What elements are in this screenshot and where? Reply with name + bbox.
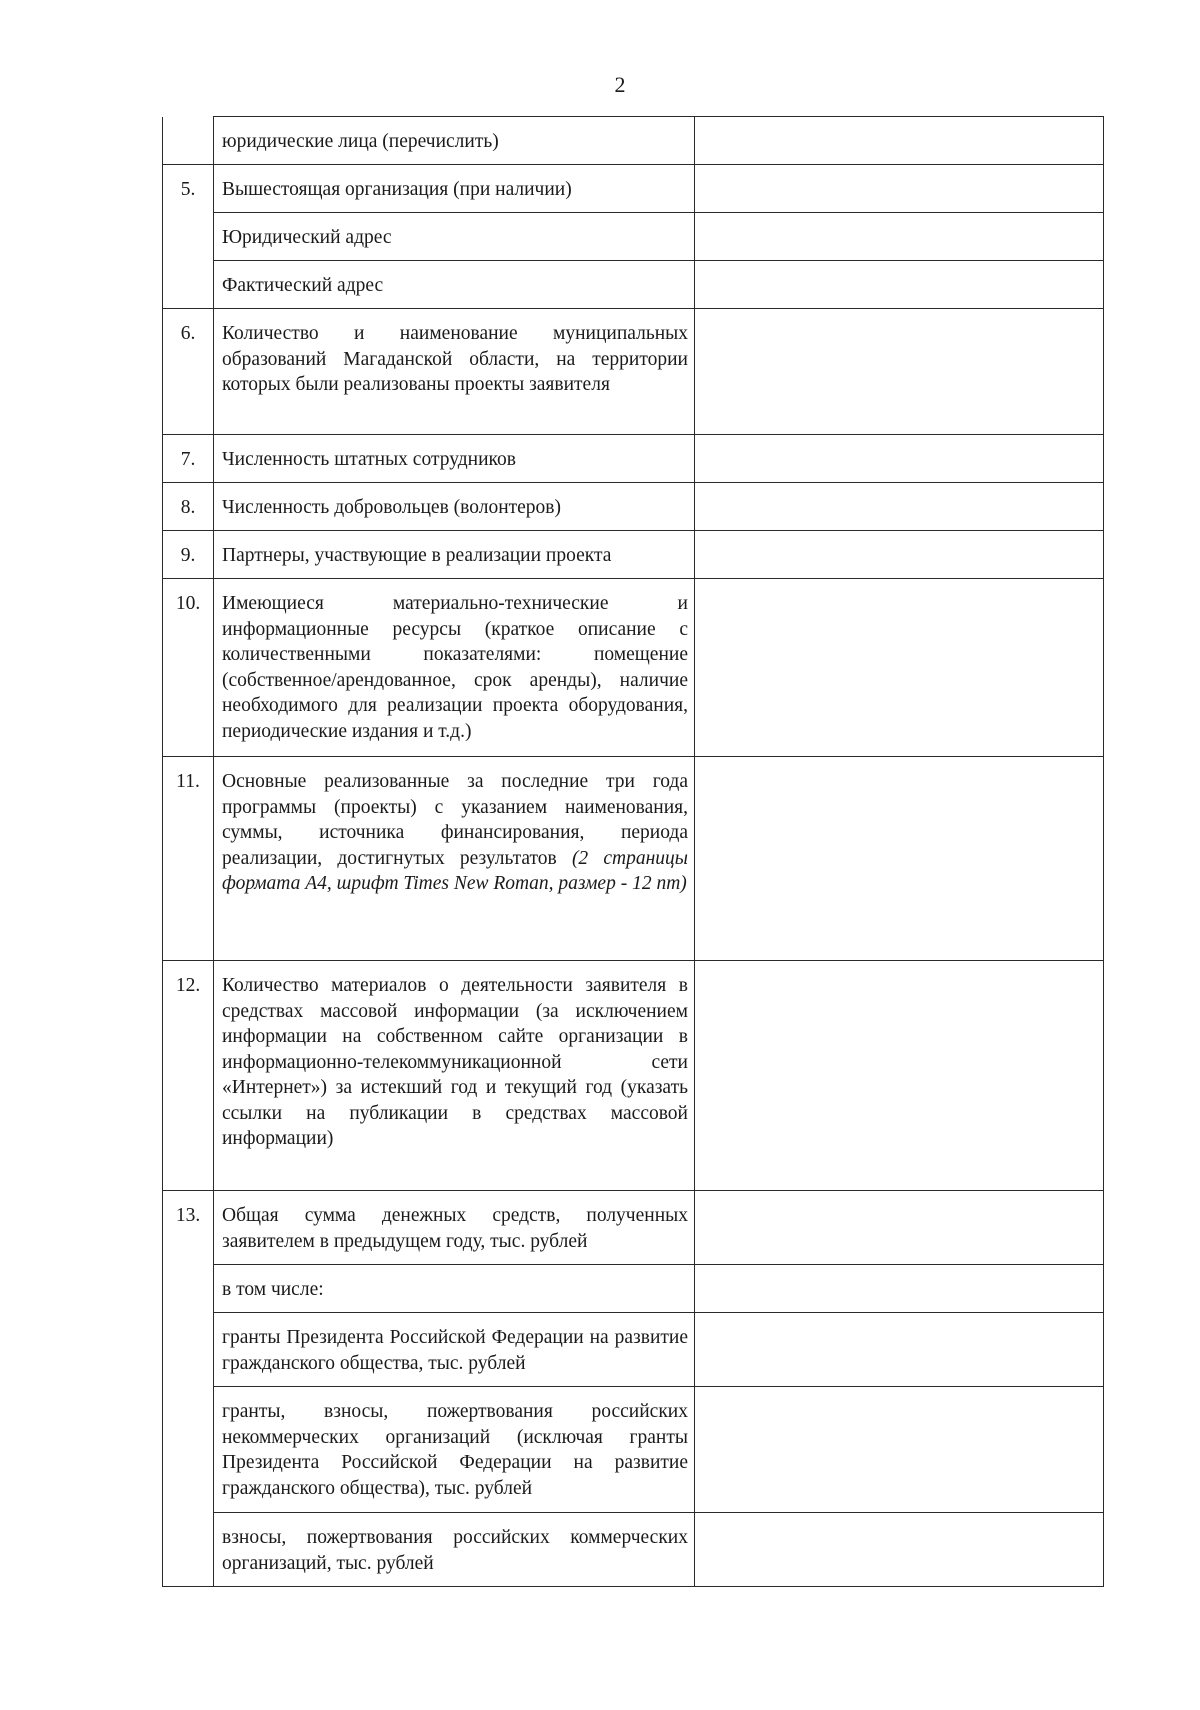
value-cell[interactable]	[695, 1265, 1104, 1313]
row-description: Общая сумма денежных средств, полученных заявителем в предыдущем году, тыс. рублей	[214, 1191, 695, 1265]
table-row	[163, 757, 1104, 961]
value-cell[interactable]	[695, 1513, 1104, 1587]
table-row	[163, 213, 1104, 261]
row-description: Количество материалов о деятельности заявителя в средствах массовой информации (за исключением информации на собственном сайте организации в информационно-телекоммуникационной сети «Интернет») за истекший год и текущий год (указать ссылки на публикации в средствах массовой информации)	[214, 961, 695, 1191]
table-row	[163, 165, 1104, 213]
format-requirements-note: (2 страницы формата А4, шрифт Times New Roman, размер - 12 пт)	[222, 847, 688, 894]
row-description: Фактический адрес	[214, 261, 695, 309]
row-description: Партнеры, участвующие в реализации проекта	[214, 531, 695, 579]
row-description: в том числе:	[214, 1265, 695, 1313]
value-cell[interactable]	[695, 1313, 1104, 1387]
row-description: Юридический адрес	[214, 213, 695, 261]
value-cell[interactable]	[695, 1387, 1104, 1513]
row-number	[163, 117, 214, 165]
row-number: 5.	[163, 165, 214, 213]
page-number: 2	[614, 72, 626, 97]
row-number: 6.	[163, 309, 214, 435]
row-description: Вышестоящая организация (при наличии)	[214, 165, 695, 213]
table-row	[163, 1513, 1104, 1587]
table-row	[163, 1191, 1104, 1265]
row-description	[214, 757, 695, 961]
row-description-text: Основные реализованные за последние три года программы (проекты) с указанием наименования, суммы, источника финансирования, периода реализации, достигнутых результатов	[222, 771, 688, 869]
table-row	[163, 579, 1104, 757]
row-number: 7.	[163, 435, 214, 483]
value-cell[interactable]	[695, 1191, 1104, 1265]
value-cell[interactable]	[695, 961, 1104, 1191]
row-description: Численность штатных сотрудников	[214, 435, 695, 483]
row-number	[163, 213, 214, 261]
row-description: Имеющиеся материально-технические и информационные ресурсы (краткое описание с количественными показателями: помещение (собственное/арендованное, срок аренды), наличие необходимого для реализации проекта оборудования, периодические издания и т.д.)	[214, 579, 695, 757]
row-description: гранты, взносы, пожертвования российских некоммерческих организаций (исключая гранты Президента Российской Федерации на развитие гражданского общества), тыс. рублей	[214, 1387, 695, 1513]
value-cell[interactable]	[695, 165, 1104, 213]
table-row	[163, 1265, 1104, 1313]
value-cell[interactable]	[695, 435, 1104, 483]
table-row	[163, 483, 1104, 531]
table-row	[163, 435, 1104, 483]
value-cell[interactable]	[695, 117, 1104, 165]
row-number	[163, 1313, 214, 1387]
table-row	[163, 531, 1104, 579]
row-number	[163, 1513, 214, 1587]
row-number	[163, 1265, 214, 1313]
value-cell[interactable]	[695, 531, 1104, 579]
row-number: 9.	[163, 531, 214, 579]
table-row	[163, 961, 1104, 1191]
row-number	[163, 1387, 214, 1513]
row-description: взносы, пожертвования российских коммерческих организаций, тыс. рублей	[214, 1513, 695, 1587]
table-row	[163, 117, 1104, 165]
value-cell[interactable]	[695, 757, 1104, 961]
table-row	[163, 1387, 1104, 1513]
value-cell[interactable]	[695, 213, 1104, 261]
row-number	[163, 261, 214, 309]
row-description: Количество и наименование муниципальных образований Магаданской области, на территории которых были реализованы проекты заявителя	[214, 309, 695, 435]
value-cell[interactable]	[695, 309, 1104, 435]
row-description: гранты Президента Российской Федерации на развитие гражданского общества, тыс. рублей	[214, 1313, 695, 1387]
row-number: 13.	[163, 1191, 214, 1265]
row-number: 10.	[163, 579, 214, 757]
value-cell[interactable]	[695, 483, 1104, 531]
table-row	[163, 309, 1104, 435]
value-cell[interactable]	[695, 261, 1104, 309]
table-row	[163, 1313, 1104, 1387]
value-cell[interactable]	[695, 579, 1104, 757]
row-description: Численность добровольцев (волонтеров)	[214, 483, 695, 531]
application-form-table	[162, 116, 1104, 1587]
table-row	[163, 261, 1104, 309]
row-number: 11.	[163, 757, 214, 961]
row-description: юридические лица (перечислить)	[214, 117, 695, 165]
row-number: 8.	[163, 483, 214, 531]
row-number: 12.	[163, 961, 214, 1191]
